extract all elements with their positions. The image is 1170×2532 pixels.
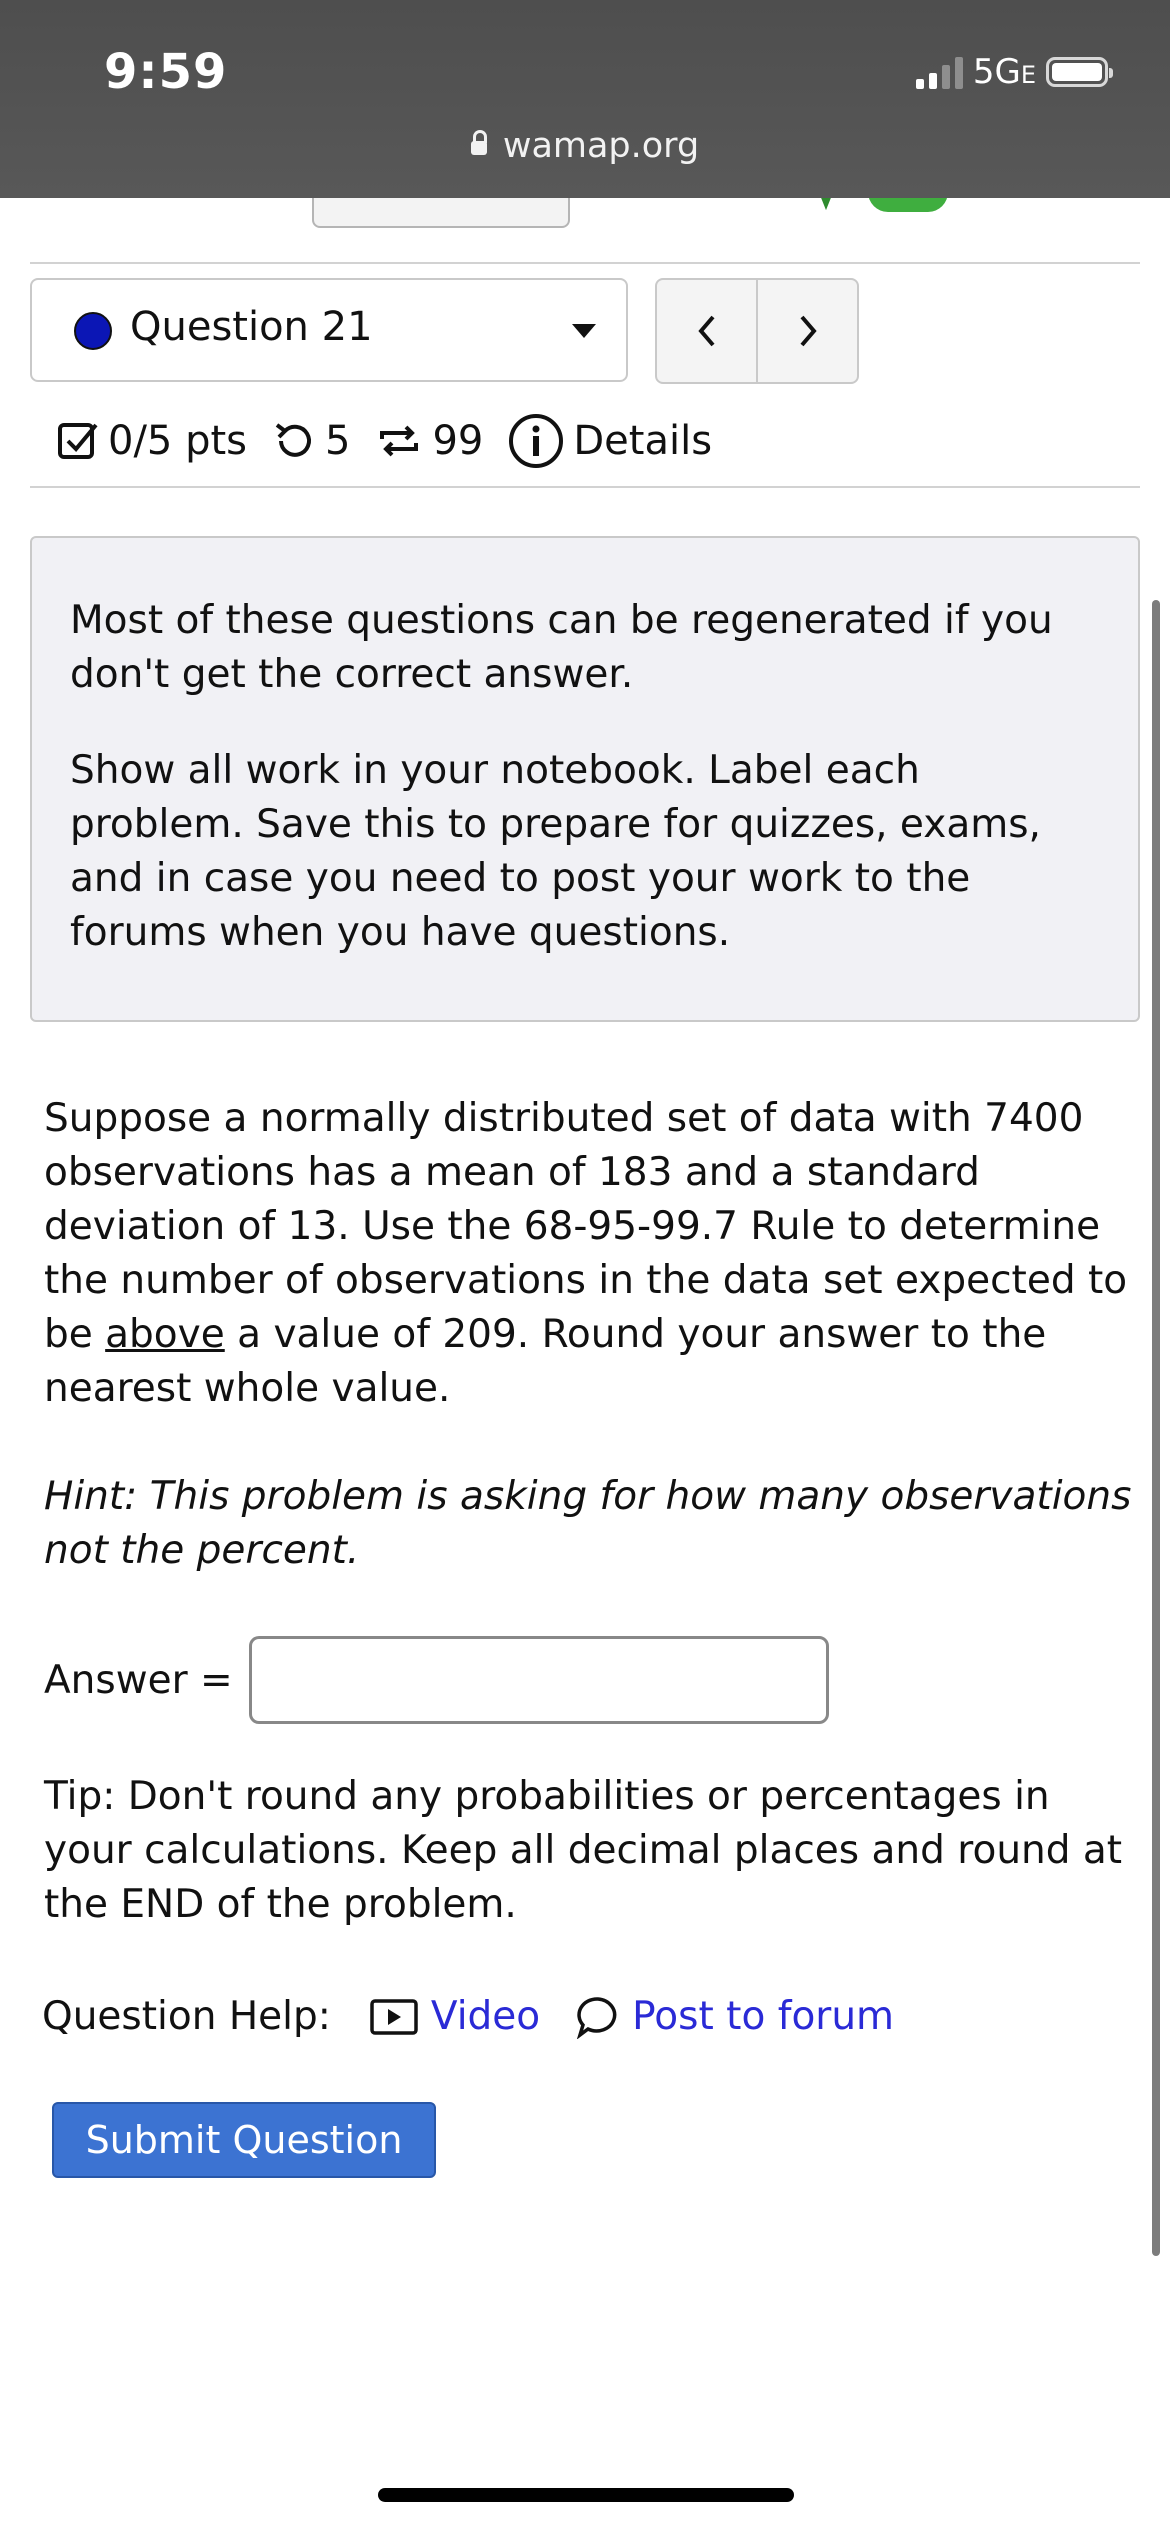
question-select[interactable] [30, 278, 628, 382]
instructions-para-1: Most of these questions can be regenerated if you don't get the correct answer. [70, 598, 1053, 697]
divider [30, 262, 1140, 264]
video-icon [369, 1998, 419, 2036]
answer-row [44, 1636, 829, 1724]
attempts-icon [374, 419, 424, 463]
question-body [44, 1092, 1134, 1578]
signal-icon [916, 55, 963, 89]
question-help-label: Question Help: [42, 1994, 331, 2039]
answer-input[interactable] [249, 1636, 829, 1724]
answer-label: Answer = [44, 1657, 233, 1703]
question-status-dot [74, 312, 112, 350]
battery-icon [1046, 57, 1108, 87]
chevron-left-icon [695, 313, 719, 349]
submit-question-button[interactable]: Submit Question [52, 2102, 436, 2178]
lock-icon [471, 141, 487, 155]
status-bar [0, 0, 1170, 198]
question-select-label: Question 21 [130, 304, 373, 350]
network-status [916, 52, 1108, 92]
prev-question-button[interactable] [657, 280, 756, 382]
question-hint: Hint: This problem is asking for how many observations not the percent. [44, 1474, 1132, 1573]
instructions-box [30, 536, 1140, 1022]
points-text: 0/5 pts [108, 418, 248, 464]
scrollbar[interactable] [1152, 600, 1160, 2256]
question-meta [56, 412, 736, 470]
details-link[interactable]: Details [573, 418, 713, 464]
next-question-button[interactable] [756, 280, 857, 382]
attempts-count: 99 [432, 418, 484, 464]
question-help [42, 1994, 930, 2039]
divider [30, 486, 1140, 488]
info-icon[interactable] [507, 412, 565, 470]
retry-icon [271, 419, 317, 463]
tip-text: Tip: Don't round any probabilities or percentages in your calculations. Keep all decimal places and round at the END of the problem. [44, 1774, 1123, 1927]
checkbox-icon [56, 419, 100, 463]
instructions-para-2: Show all work in your notebook. Label each problem. Save this to prepare for quizzes, exams, and in case you need to post your work to the forums when you have questions. [70, 748, 1041, 955]
video-link[interactable]: Video [369, 1994, 540, 2039]
chevron-right-icon [796, 313, 820, 349]
caret-down-icon [572, 324, 596, 338]
status-time: 9:59 [104, 44, 228, 100]
retries-count: 5 [325, 418, 351, 464]
address-bar[interactable] [0, 126, 1170, 166]
post-to-forum-link[interactable]: Post to forum [576, 1994, 894, 2039]
underlined-word: above [105, 1312, 225, 1357]
question-text: Suppose a normally distributed set of data with 7400 observations has a mean of 183 and a standard deviation of 13. Use the 68-95-99.7 Rule to determine the number of observations in the data set expected to be above a value of 209. Round your answer to the nearest whole value. [44, 1096, 1128, 1411]
chat-bubble-icon [576, 1995, 620, 2039]
home-indicator[interactable] [378, 2488, 794, 2502]
url-text: wamap.org [502, 126, 700, 166]
question-nav-group [655, 278, 859, 384]
network-type: 5GE [972, 52, 1036, 92]
